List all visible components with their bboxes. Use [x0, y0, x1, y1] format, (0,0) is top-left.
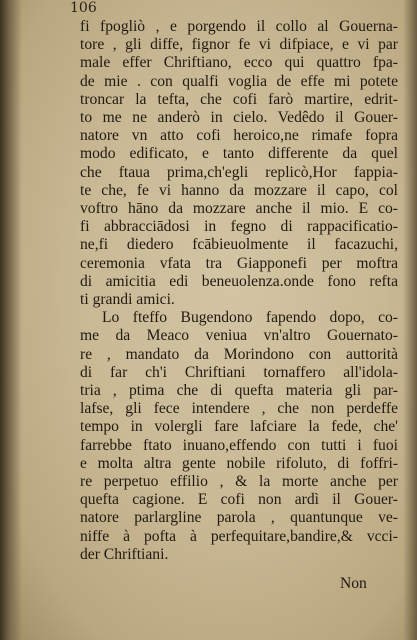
text-line: de mie . con qualfi voglia de effe mi potete [80, 72, 398, 90]
text-line: fi abbracciādosi in fegno di rappacificatio- [80, 218, 398, 236]
text-line: re , mandato da Morindono con auttorità [80, 345, 398, 363]
text-line: fi fpogliò , e porgendo il collo al Gouerna- [80, 18, 398, 35]
text-line: to me ne anderò in cielo. Vedêdo il Gouer- [80, 109, 398, 127]
text-line: ti grandi amici. [80, 291, 175, 309]
text-line: voftro hāno da mozzare anche il mio. E co- [80, 200, 398, 218]
text-line: troncar la tefta, che cofi farò martire, edrit- [80, 90, 398, 108]
text-line: natore vn atto cofi heroico,ne rimafe fopra [80, 127, 398, 145]
text-line: che ftaua prima,ch'egli replicò,Hor fappia- [80, 163, 398, 181]
text-line: tria , ptima che di quefta materia gli par- [80, 382, 398, 400]
text-line: te che, fe vi hanno da mozzare il capo, col [80, 181, 398, 199]
text-line: tore , gli diffe, fignor fe vi difpiace, e vi par [80, 36, 398, 54]
text-line: modo edificato, e tanto differente da quel [80, 145, 398, 163]
text-line: di amicitia edi beneuolenza.onde fono refta [80, 272, 398, 290]
text-line: tempo in volergli fare lafciare la fede, che' [80, 418, 398, 436]
text-line: ceremonia vfata tra Giapponefi per moftra [80, 254, 398, 272]
text-line: male effer Chriftiano, ecco qui quattro fpa- [80, 54, 398, 72]
edge-shadow [403, 0, 417, 640]
text-line: farrebbe ftato inuano,effendo con tutti i fuoi [80, 436, 398, 454]
text-line: natore parlargline parola , quantunque ve- [80, 509, 398, 527]
text-line: lafse, gli fece intendere , che non perdeffe [80, 400, 398, 418]
text-line: niffe à pofta à perfequitare,bandire,& vcci- [80, 527, 398, 545]
gutter-shadow [0, 0, 22, 640]
text-block [80, 18, 398, 564]
text-line: re perpetuo effilio , & la morte anche per [80, 473, 398, 491]
catchword: Non [340, 575, 367, 592]
text-line: e molta altra gente nobile rifoluto, di foffri- [80, 454, 398, 472]
text-line: Lo fteffo Bugendono fapendo dopo, co- [102, 309, 398, 327]
text-line: der Chriftiani. [80, 545, 169, 563]
text-line: di far ch'i Chriftiani tornaffero all'idola- [80, 363, 398, 381]
text-line: ne,fi diedero fcābieuolmente il facazuchi, [80, 236, 398, 254]
text-line: me da Meaco veniua vn'altro Gouernato- [80, 327, 398, 345]
text-line: quefta cagione. E cofi non ardì il Gouer- [80, 491, 398, 509]
page-number: 106 [70, 0, 97, 16]
